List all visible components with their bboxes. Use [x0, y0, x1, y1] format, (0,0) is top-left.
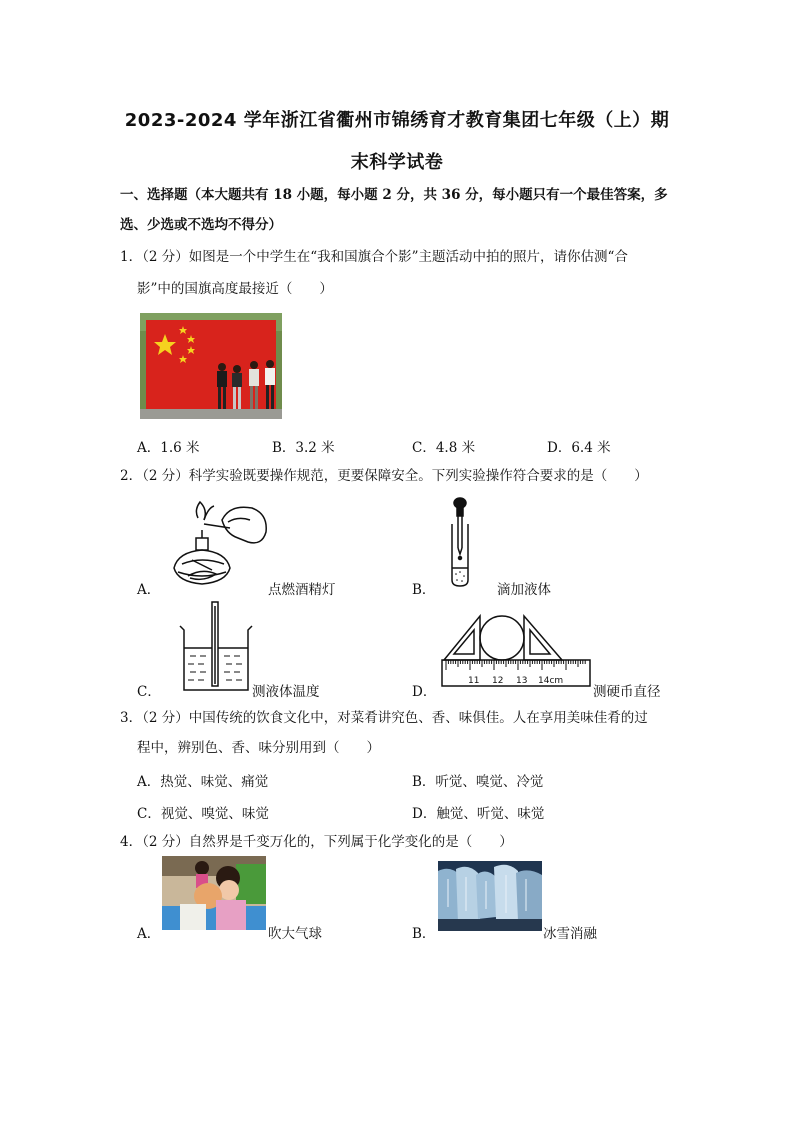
question-1-option-d[interactable]: D．6.4 米	[547, 440, 611, 456]
melting-ice-photo-image	[438, 861, 542, 931]
flag-group-photo	[140, 313, 282, 419]
exam-title-line-1: 2023-2024 学年浙江省衢州市锦绣育才教育集团七年级（上）期	[124, 110, 670, 131]
question-3-stem-line-2: 程中，辨别色、香、味分别用到（ ）	[137, 740, 380, 756]
dropper-drawing	[440, 494, 490, 590]
ruler-label-11: 11	[468, 676, 480, 686]
question-3-option-c[interactable]: C．视觉、嗅觉、味觉	[137, 806, 269, 822]
ruler-label-13: 13	[516, 676, 528, 686]
section-heading-line-1: 一、选择题（本大题共有 18 小题，每小题 2 分，共 36 分，每小题只有一个最佳答案，多	[120, 187, 668, 203]
question-3-option-a[interactable]: A．热觉、味觉、痛觉	[137, 774, 269, 790]
question-2-option-b-letter[interactable]: B．	[412, 582, 436, 598]
question-2-option-a-letter[interactable]: A．	[137, 582, 161, 598]
question-1-option-c[interactable]: C．4.8 米	[412, 440, 476, 456]
flag-photo-image	[140, 313, 282, 419]
exam-title-line-2: 末科学试卷	[350, 152, 444, 173]
ruler-label-14cm: 14cm	[538, 676, 564, 686]
thermometer-beaker-illustration	[176, 600, 256, 696]
question-1-stem-line-1: 1．（2 分）如图是一个中学生在“我和国旗合个影”主题活动中拍的照片，请你估测“合	[120, 249, 628, 265]
question-2-option-d-letter[interactable]: D．	[412, 684, 437, 700]
melting-ice-photo	[438, 861, 542, 931]
thermometer-beaker-drawing	[176, 600, 256, 696]
question-3-option-d[interactable]: D．触觉、听觉、味觉	[412, 806, 545, 822]
coin-ruler-drawing	[440, 612, 592, 690]
question-1-stem-line-2: 影”中的国旗高度最接近（ ）	[137, 281, 333, 297]
balloon-photo	[162, 856, 266, 930]
dropper-test-tube-illustration	[440, 494, 490, 590]
alcohol-lamp-illustration	[168, 494, 272, 594]
alcohol-lamp-drawing	[168, 494, 272, 594]
question-3-option-b[interactable]: B．听觉、嗅觉、冷觉	[412, 774, 544, 790]
question-2-option-c-letter[interactable]: C．	[137, 684, 161, 700]
question-4-stem: 4．（2 分）自然界是千变万化的，下列属于化学变化的是（ ）	[120, 834, 513, 850]
question-3-stem-line-1: 3．（2 分）中国传统的饮食文化中，对菜肴讲究色、香、味俱佳。人在享用美味佳肴的过	[120, 710, 648, 726]
section-heading-line-2: 选、少选或不选均不得分）	[120, 217, 282, 233]
question-1-option-a[interactable]: A．1.6 米	[137, 440, 200, 456]
question-2-option-c-caption: 测液体温度	[252, 684, 320, 700]
question-4-option-a-letter[interactable]: A．	[137, 926, 161, 942]
question-2-stem: 2．（2 分）科学实验既要操作规范，更要保障安全。下列实验操作符合要求的是（ ）	[120, 468, 648, 484]
balloon-photo-image	[162, 856, 266, 930]
question-4-option-a-caption: 吹大气球	[268, 926, 322, 942]
question-2-option-b-caption: 滴加液体	[497, 582, 551, 598]
question-4-option-b-caption: 冰雪消融	[543, 926, 597, 942]
ruler-label-12: 12	[492, 676, 504, 686]
question-1-option-b[interactable]: B．3.2 米	[272, 440, 335, 456]
question-2-option-a-caption: 点燃酒精灯	[268, 582, 336, 598]
question-2-option-d-caption: 测硬币直径	[593, 684, 661, 700]
coin-ruler-illustration	[440, 612, 592, 690]
question-4-option-b-letter[interactable]: B．	[412, 926, 436, 942]
